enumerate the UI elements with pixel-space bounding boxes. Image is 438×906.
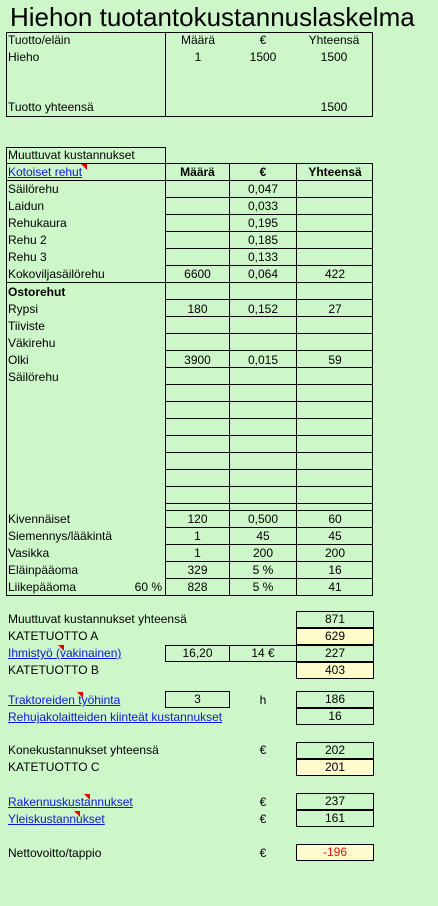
ihmistyo-maara[interactable]: 16,20 <box>165 645 230 662</box>
rehujako-link[interactable]: Rehujakolaitteiden kiinteät kustannukset <box>8 710 223 724</box>
muuttuvat-header-maara: Määrä <box>180 165 215 179</box>
row-label: Rypsi <box>8 302 39 316</box>
traktori-link[interactable]: Traktoreiden työhinta <box>8 693 121 707</box>
row-maara[interactable]: 6600 <box>184 267 211 281</box>
katetuotto-c-value: 201 <box>296 759 374 776</box>
muuttuvat-header-euro: € <box>259 165 267 179</box>
katetuotto-a-label: KATETUOTTO A <box>8 629 99 643</box>
row-label: Vasikka <box>8 546 50 560</box>
row-hinta[interactable]: 5 % <box>252 580 274 594</box>
row-maara[interactable]: 1 <box>194 546 201 560</box>
row-label: Rehukaura <box>8 216 67 230</box>
ihmistyo-link[interactable]: Ihmistyö (vakinainen) <box>8 646 122 660</box>
row-label: Laidun <box>8 199 45 213</box>
tuotto-header-euro: € <box>259 33 267 47</box>
gridline <box>165 435 373 436</box>
tuotto-row-yhteensa: 1500 <box>320 50 348 64</box>
row-maara[interactable] <box>166 198 229 215</box>
muuttuvat-yhteensa-label: Muuttuvat kustannukset yhteensä <box>8 612 187 626</box>
row-label: Tiiviste <box>8 319 45 333</box>
katetuotto-c-label: KATETUOTTO C <box>8 760 100 774</box>
tuotto-total-value: 1500 <box>320 100 348 114</box>
rakennus-value: 237 <box>296 793 374 810</box>
row-label: Kivennäiset <box>8 512 71 526</box>
row-hinta[interactable]: 0,500 <box>247 512 279 526</box>
row-yhteensa <box>297 369 373 386</box>
tuotto-row-hinta[interactable]: 1500 <box>249 50 277 64</box>
row-label: Eläinpääoma <box>8 563 79 577</box>
yleis-value: 161 <box>296 810 374 827</box>
gridline <box>165 418 373 419</box>
tuotto-header-label: Tuotto/eläin <box>8 33 71 47</box>
row-yhteensa: 16 <box>328 563 342 577</box>
traktori-maara[interactable]: 3 <box>165 691 230 708</box>
row-hinta[interactable]: 0,133 <box>247 250 279 264</box>
row-maara[interactable] <box>166 215 229 232</box>
ostorehut-title: Ostorehut <box>8 285 66 299</box>
row-maara[interactable]: 180 <box>187 302 208 316</box>
row-label: Siemennys/lääkintä <box>8 529 113 543</box>
tuotto-total-label: Tuotto yhteensä <box>8 100 94 114</box>
rakennus-link[interactable]: Rakennuskustannukset <box>8 795 133 809</box>
netto-value: -196 <box>296 844 374 861</box>
row-label: Rehu 3 <box>8 250 47 264</box>
row-yhteensa: 41 <box>328 580 342 594</box>
section-title-muuttuvat: Muuttuvat kustannukset <box>8 148 135 162</box>
row-hinta[interactable]: 0,047 <box>247 182 279 196</box>
comment-marker-icon[interactable] <box>58 645 64 651</box>
row-maara[interactable]: 3900 <box>184 353 211 367</box>
comment-marker-icon[interactable] <box>84 794 90 800</box>
katetuotto-b-label: KATETUOTTO B <box>8 663 99 677</box>
kone-value: 202 <box>296 742 374 759</box>
row-yhteensa <box>297 215 373 232</box>
tuotto-header-maara: Määrä <box>180 33 215 47</box>
muuttuvat-header-yhteensa: Yhteensä <box>308 165 362 179</box>
row-maara[interactable]: 120 <box>187 512 208 526</box>
row-yhteensa <box>297 232 373 249</box>
traktori-unit: h <box>259 693 267 707</box>
comment-marker-icon[interactable] <box>77 692 83 698</box>
kotoiset-rehut-link[interactable]: Kotoiset rehut <box>8 165 83 179</box>
row-hinta[interactable]: 0,033 <box>247 199 279 213</box>
row-hinta[interactable]: 0,064 <box>247 267 279 281</box>
gridline <box>165 503 373 504</box>
row-yhteensa <box>297 335 373 352</box>
row-yhteensa <box>297 318 373 335</box>
row-yhteensa: 422 <box>324 267 346 281</box>
row-maara[interactable] <box>166 369 229 386</box>
row-hinta[interactable]: 45 <box>256 529 270 543</box>
gridline <box>165 452 373 453</box>
row-maara[interactable]: 828 <box>187 580 208 594</box>
gridline <box>165 469 373 470</box>
rakennus-unit: € <box>259 795 267 809</box>
ihmistyo-hinta[interactable]: 14 € <box>229 645 297 662</box>
page-title: Hiehon tuotantokustannuslaskelma <box>10 2 415 32</box>
row-maara[interactable] <box>166 335 229 352</box>
row-label: Säilörehu <box>8 370 59 384</box>
rehujako-value: 16 <box>296 708 374 725</box>
row-yhteensa <box>297 198 373 215</box>
row-label: Säilörehu <box>8 182 59 196</box>
row-yhteensa: 45 <box>328 529 342 543</box>
row-yhteensa <box>297 249 373 266</box>
tuotto-row-label: Hieho <box>8 50 40 64</box>
row-yhteensa: 27 <box>328 302 342 316</box>
row-maara[interactable] <box>166 249 229 266</box>
row-label: Väkirehu <box>8 336 56 350</box>
row-maara[interactable] <box>166 181 229 198</box>
row-hinta[interactable]: 5 % <box>252 563 274 577</box>
row-maara[interactable] <box>166 232 229 249</box>
comment-marker-icon[interactable] <box>81 164 87 170</box>
row-yhteensa: 200 <box>324 546 346 560</box>
row-yhteensa: 60 <box>328 512 342 526</box>
gridline <box>165 486 373 487</box>
row-maara[interactable]: 1 <box>194 529 201 543</box>
comment-marker-icon[interactable] <box>74 811 80 817</box>
muuttuvat-yhteensa-value: 871 <box>296 611 374 628</box>
tuotto-header-yhteensa: Yhteensä <box>308 33 360 47</box>
row-extra: 60 % <box>134 580 162 594</box>
yleis-link[interactable]: Yleiskustannukset <box>8 812 105 826</box>
netto-label: Nettovoitto/tappio <box>8 846 102 860</box>
row-hinta[interactable] <box>230 318 296 335</box>
row-label: Olki <box>8 353 29 367</box>
row-yhteensa: 59 <box>328 353 342 367</box>
row-hinta[interactable]: 0,185 <box>247 233 279 247</box>
traktori-value: 186 <box>296 691 374 708</box>
kone-label: Konekustannukset yhteensä <box>8 743 159 757</box>
row-hinta[interactable] <box>230 335 296 352</box>
row-hinta[interactable]: 200 <box>252 546 274 560</box>
row-label: Rehu 2 <box>8 233 47 247</box>
row-hinta[interactable] <box>230 369 296 386</box>
katetuotto-a-value: 629 <box>296 628 374 645</box>
row-hinta[interactable]: 0,195 <box>247 216 279 230</box>
ihmistyo-value: 227 <box>296 645 374 662</box>
yleis-unit: € <box>259 812 267 826</box>
row-label: Kokoviljasäilörehu <box>8 267 105 281</box>
row-maara[interactable]: 329 <box>187 563 208 577</box>
tuotto-row-maara[interactable]: 1 <box>194 50 202 64</box>
row-hinta[interactable]: 0,152 <box>247 302 279 316</box>
row-label: Liikepääoma <box>8 580 77 594</box>
netto-unit: € <box>259 846 267 860</box>
row-hinta[interactable]: 0,015 <box>247 353 279 367</box>
row-maara[interactable] <box>166 318 229 335</box>
gridline <box>165 299 373 300</box>
katetuotto-b-value: 403 <box>296 662 374 679</box>
kone-unit: € <box>259 743 267 757</box>
gridline <box>165 401 373 402</box>
row-yhteensa <box>297 181 373 198</box>
